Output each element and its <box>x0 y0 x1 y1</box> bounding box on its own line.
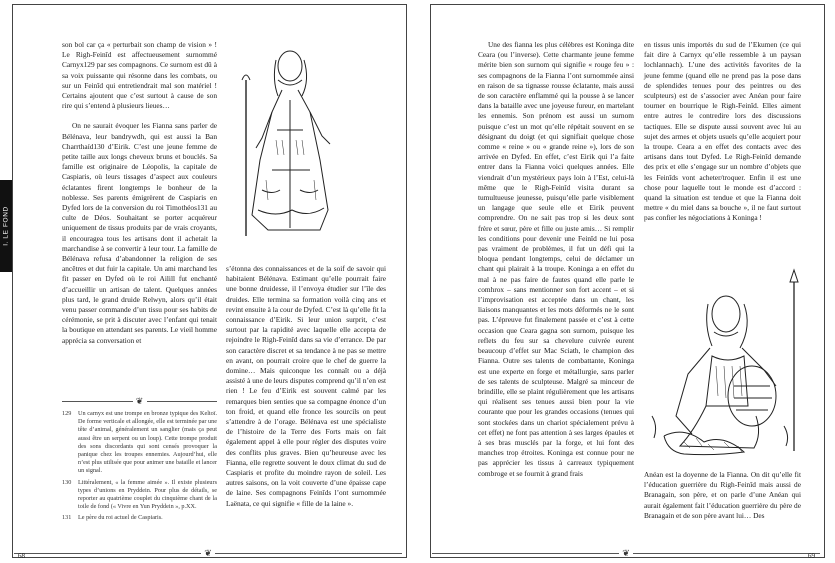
anean-caption <box>644 470 801 521</box>
footnote-text: Le père du roi actuel de Caspiaris. <box>78 514 163 522</box>
left-column-2 <box>226 264 386 519</box>
chapter-side-tab-label: I. LE FOND <box>2 206 10 246</box>
footnote-divider <box>62 396 217 406</box>
paragraph: son bol car ça « perturbait son champ de vision » ! Le Righ-Feinîd est affectueusement surnommé Carnyx129 par ses compagnons. Ce surnom est dû à sa voix puissante qui résonne dans les combats, ou sur un Feinîd qui entretiendrait mal son matériel ! Certains ajoutent que c’est surtout à cause de son rire qui s’entend à plusieurs lieues… <box>62 40 217 111</box>
footnote <box>62 479 217 512</box>
left-column-1 <box>62 40 217 356</box>
chapter-side-tab <box>0 180 12 272</box>
anean-illustration <box>644 266 802 466</box>
footnote <box>62 514 217 522</box>
page-number-left: 68 <box>18 552 25 560</box>
footnote-number: 131 <box>62 514 72 522</box>
paragraph: en tissus unis importés du sud de l’Ekumen (ce qui fait dire à Carnyx qu’elle ressemble à un paysan lochlannach). L’une des activités favorites de la jeune femme (quand elle ne prend pas la pose dans de splendides tenues pour des peintres ou des sculpteurs) est de s’associer avec Anéan pour faire tourner en bourrique le Righ-Feinîd. Elles aiment entre autres le contredire lors des discussions tactiques. Elle se dispute aussi souvent avec lui au sujet des armes et objets usuels qu’elle acquiert pour la troupe. Ceara a en effet des contacts avec des artisans dans tout Dyfed. Le Righ-Feinîd demande des prix et elle s’engage sur un nombre d’objets que les Feinîds vont acheter/troquer. Enfin il est une chose pour laquelle tout le monde est d’accord : quand la situation est tendue et que la Fianna doit mettre « du miel dans sa bouche », il ne faut surtout pas confier les négociations à Koninga ! <box>644 40 801 223</box>
page-number-right: 69 <box>808 552 815 560</box>
right-page <box>418 0 835 563</box>
belenava-illustration <box>232 40 342 245</box>
footnote-text: Littéralement, « la femme aimée ». Il existe plusieurs types d’unions en Pryddein. Pour plus de détails, se reporter au quatrième couplet du cinquième chant de la toile de fond (« Vivre en Yun Pryddein », p.XX. <box>78 478 217 511</box>
caption-text: Anéan est la doyenne de la Fianna. On dit qu’elle fit l’éducation guerrière du Righ-Feinîd mais aussi de Branagain, son père, et on parle d’une Anéan qui aurait également fait l’éducation guerrière du père de Branagain et de son père avant lui… Des <box>644 470 801 520</box>
celtic-knot-icon: ❦ <box>622 547 630 558</box>
page-footer-ornament <box>432 548 820 558</box>
paragraph: s’étonna des connaissances et de la soif de savoir qui habitaient Bélénava. Estimant qu’elle pourrait faire une bonne druidesse, il l’envoya étudier sur l’île des druides. Elle termina sa formation voilà cinq ans et revint ensuite à la cour de Dyfed. C’est là qu’elle fit la connaissance d’Eirik. Si leur union surprit, c’est surtout par la rapidité avec laquelle elle accepta de rejoindre le Righ-Feinîd dans sa vie d’errance. De par son caractère discret et sa tendance à ne pas se mettre en avant, on pourrait croire que le chef de guerre la domine… Mais quiconque les connaît ou a déjà assisté à une de leurs disputes comprend qu’il n’en est rien ! Le feu d’Eirik est souvent calmé par les remarques bien senties que sa compagne énonce d’un ton froid, et quand elle fronce les sourcils on peut s’attendre à de l’orage. Bélénava est une spécialiste de l’histoire de la Terre des Forts mais on fait également appel à elle pour régler des disputes voire des conflits plus graves. Bien qu’heureuse avec les Fianna, elle regrette souvent le doux climat du sud de Caspiaris et profite du moindre rayon de soleil. Les autres saisons, on la voit couverte d’une épaisse cape de laine. Ses compagnons Feinîds l’ont surnommée Laënata, ce qui signifie « fille de la laine ». <box>226 264 386 508</box>
footnotes <box>62 410 217 526</box>
footnote-text: Un carnyx est une trompe en bronze typique des Keltoï. De forme verticale et allongée, elle est terminée par une tête d’animal, généralement un sanglier (mais ça peut aussi être un serpent ou un loup). Cette trompe produit des sons discordants qui sont censés provoquer la panique chez les troupes ennemies. Aujourd’hui, elle n’est plus utilisée que pour animer une bataille et lancer un signal. <box>78 410 217 475</box>
paragraph: On ne saurait évoquer les Fianna sans parler de Bélénava, leur bandrywdh, qui est aussi la Ban Charrthaíd130 d’Eirik. C’est une jeune femme de petite taille aux longs cheveux bruns et bouclés. Sa famille est originaire de Léopolis, la capitale de Caspiaris, où leurs tissages d’aspect aux couleurs éclatantes firent longtemps le bonheur de la noblesse. Ses parents émigrèrent de Caspiaris en Dyfed lors de la conversion du roi Timothéos131 au culte de Déos. Souhaitant se porter acquéreur uniquement de tissus produits par de vrais croyants, il encouragea tous les artisans dont il achetait la marchandise à se convertir à leur tour. La famille de Bélénava refusa d’abandonner la religion de ses ancêtres et dut fuir la capitale. Un ami marchand les fit passer en Dyfed où le roi Ailill fut enchanté d’accueillir un artisan de talent. Quelques années plus tard, le grand druide Relwyn, alors qu’il était venu passer commande d’un tissu pour ses habits de cérémonie, se prit à discuter avec l’enfant qui tenait la boutique en attendant ses parents. Le vieil homme apprécia sa conversation et <box>62 121 217 345</box>
footnote-number: 129 <box>62 410 72 417</box>
celtic-knot-icon: ❦ <box>135 395 144 406</box>
right-column-2 <box>644 40 801 234</box>
footnote-number: 130 <box>62 478 72 486</box>
page-footer-ornament <box>14 548 402 558</box>
paragraph: Une des fianna les plus célèbres est Koninga dite Ceara (ou l’inverse). Cette charmante jeune femme mérite bien son surnom qui signifie « rouge feu » : ses compagnons de la Fianna l’ont surnommée ainsi en raison de sa tignasse rousse éclatante, mais aussi de son caractère enflammé qui la pousse à se lancer dans la bataille avec une joyeuse fureur, en martelant les ennemis. Son prénom est aussi un surnom puisque c’est un mot qu’elle répétait souvent en se désignant du doigt (et qui signifiait quelque chose comme « reine » ou « grande reine »), lors de son arrivée en Dyfed. En effet, c’est Eirik qui l’a faite entrer dans la Fianna voici quelques années. Elle viendrait d’un mystérieux pays loin à l’Est, celui-là même que le Righ-Feinîd visita durant sa tumultueuse jeunesse, puisqu’elle parle visiblement un langage que seule elle et Eirik peuvent comprendre. On ne sait pas trop si les deux sont frère et sœur, père et fille ou juste amis… Si remplir les conditions pour devenir une Feinîd ne lui posa pas vraiment de problèmes, il fut un défi qui la bloqua pendant longtemps, celui de déclamer un chant qui plairait à la troupe. Koninga a en effet du mal à ne pas faire de fautes quand elle parle le comhrox – sans mentionner son fort accent – et si l’improvisation est acceptée dans un chant, les liaisons manquantes et les mots déformés ne le sont pas. L’épreuve fut finalement passée et c’est à cette occasion que Ceara gagna son surnom, puisque les reflets du feu sur sa chevelure cuivrée eurent beaucoup d’effet sur Mac Sciath, le champion des Fianna. Outre ses talents de combattante, Koninga est une experte en forge et métallurgie, sans parler de ses talents de sculpteuse. Malgré sa minceur de brindille, elle se plaint régulièrement que les artisans qui réalisent ses tenues aussi bien pour la vie courante que pour les grandes occasions (tenues qui sont stockées dans un chariot spécialement prévu à cet effet) ne font pas attention à ses larges épaules et à ses bras musclés par la forge, et lui font des manches trop étroites. Koninga est connue pour ne pas apprécier les tissus à carreaux typiquement combroge et se fournit à grand frais <box>478 40 634 478</box>
celtic-knot-icon: ❦ <box>204 547 212 558</box>
footnote <box>62 410 217 476</box>
left-page <box>0 0 417 563</box>
right-column-1 <box>478 40 634 489</box>
